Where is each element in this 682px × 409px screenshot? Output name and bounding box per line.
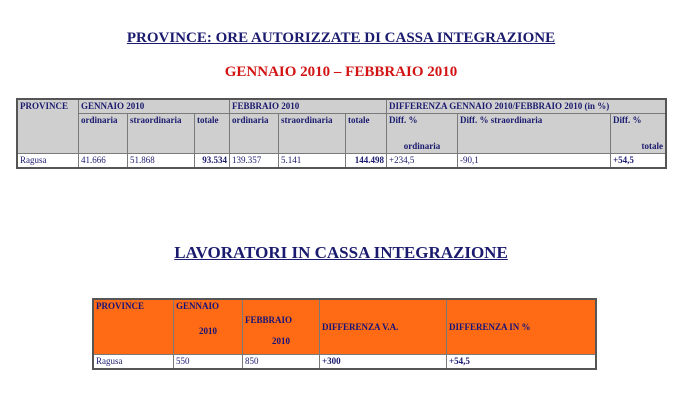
table-subheader-row — [17, 114, 666, 154]
cell-gennaio: 550 — [174, 355, 243, 370]
sub-gen-totale: totale — [195, 114, 230, 154]
sub-feb-totale: totale — [346, 114, 387, 154]
main-title: PROVINCE: ORE AUTORIZZATE DI CASSA INTEGRAZIONE — [126, 30, 556, 46]
header-febbraio-line1: FEBBRAIO — [245, 315, 293, 325]
table-header-row — [17, 99, 666, 114]
sub-diff-ordinaria — [387, 114, 458, 154]
cell-febbraio: 850 — [243, 355, 320, 370]
cell-diff-straordinaria: -90,1 — [458, 154, 611, 169]
cell-diff-totale: +54,5 — [611, 154, 667, 169]
table-row — [17, 154, 666, 169]
cell-province: Ragusa — [93, 355, 174, 370]
sub-diff-totale-line2: totale — [641, 141, 663, 151]
sub-diff-totale — [611, 114, 667, 154]
sub-diff-ordinaria-line1: Diff. % — [389, 115, 418, 125]
header-province: PROVINCE — [17, 99, 79, 154]
cell-diff-ordinaria: +234,5 — [387, 154, 458, 169]
table-header-row — [93, 299, 596, 355]
sub-gen-straordinaria: straordinaria — [128, 114, 195, 154]
header-differenza-va: DIFFERENZA V.A. — [320, 299, 447, 355]
header-gennaio — [174, 299, 243, 355]
cell-feb-straordinaria: 5.141 — [279, 154, 346, 169]
workers-title: LAVORATORI IN CASSA INTEGRAZIONE — [174, 243, 508, 262]
cell-gen-ordinaria: 41.666 — [79, 154, 128, 169]
cell-province: Ragusa — [17, 154, 79, 169]
table-row — [93, 355, 596, 370]
header-differenza: DIFFERENZA GENNAIO 2010/FEBBRAIO 2010 (in %) — [387, 99, 667, 114]
header-differenza-pct: DIFFERENZA IN % — [447, 299, 597, 355]
sub-diff-ordinaria-line2: ordinaria — [403, 141, 441, 151]
header-febbraio — [243, 299, 320, 355]
cell-gen-straordinaria: 51.868 — [128, 154, 195, 169]
header-gennaio-line2: 2010 — [199, 326, 217, 336]
sub-feb-straordinaria: straordinaria — [279, 114, 346, 154]
sub-gen-ordinaria: ordinaria — [79, 114, 128, 154]
cell-gen-totale: 93.534 — [195, 154, 230, 169]
header-gennaio-line1: GENNAIO — [176, 301, 220, 311]
cell-diff-pct: +54,5 — [447, 355, 597, 370]
sub-diff-totale-line1: Diff. % — [613, 115, 642, 125]
cell-feb-totale: 144.498 — [346, 154, 387, 169]
sub-feb-ordinaria: ordinaria — [230, 114, 279, 154]
header-province: PROVINCE — [93, 299, 174, 355]
header-febbraio-line2: 2010 — [272, 336, 290, 346]
sub-diff-straordinaria: Diff. % straordinaria — [458, 114, 611, 154]
workers-table — [92, 298, 597, 370]
hours-table — [16, 98, 667, 169]
cell-feb-ordinaria: 139.357 — [230, 154, 279, 169]
cell-diff-va: +300 — [320, 355, 447, 370]
header-febbraio-2010: FEBBRAIO 2010 — [230, 99, 387, 114]
header-gennaio-2010: GENNAIO 2010 — [79, 99, 230, 114]
period-subtitle: GENNAIO 2010 – FEBBRAIO 2010 — [224, 64, 458, 80]
